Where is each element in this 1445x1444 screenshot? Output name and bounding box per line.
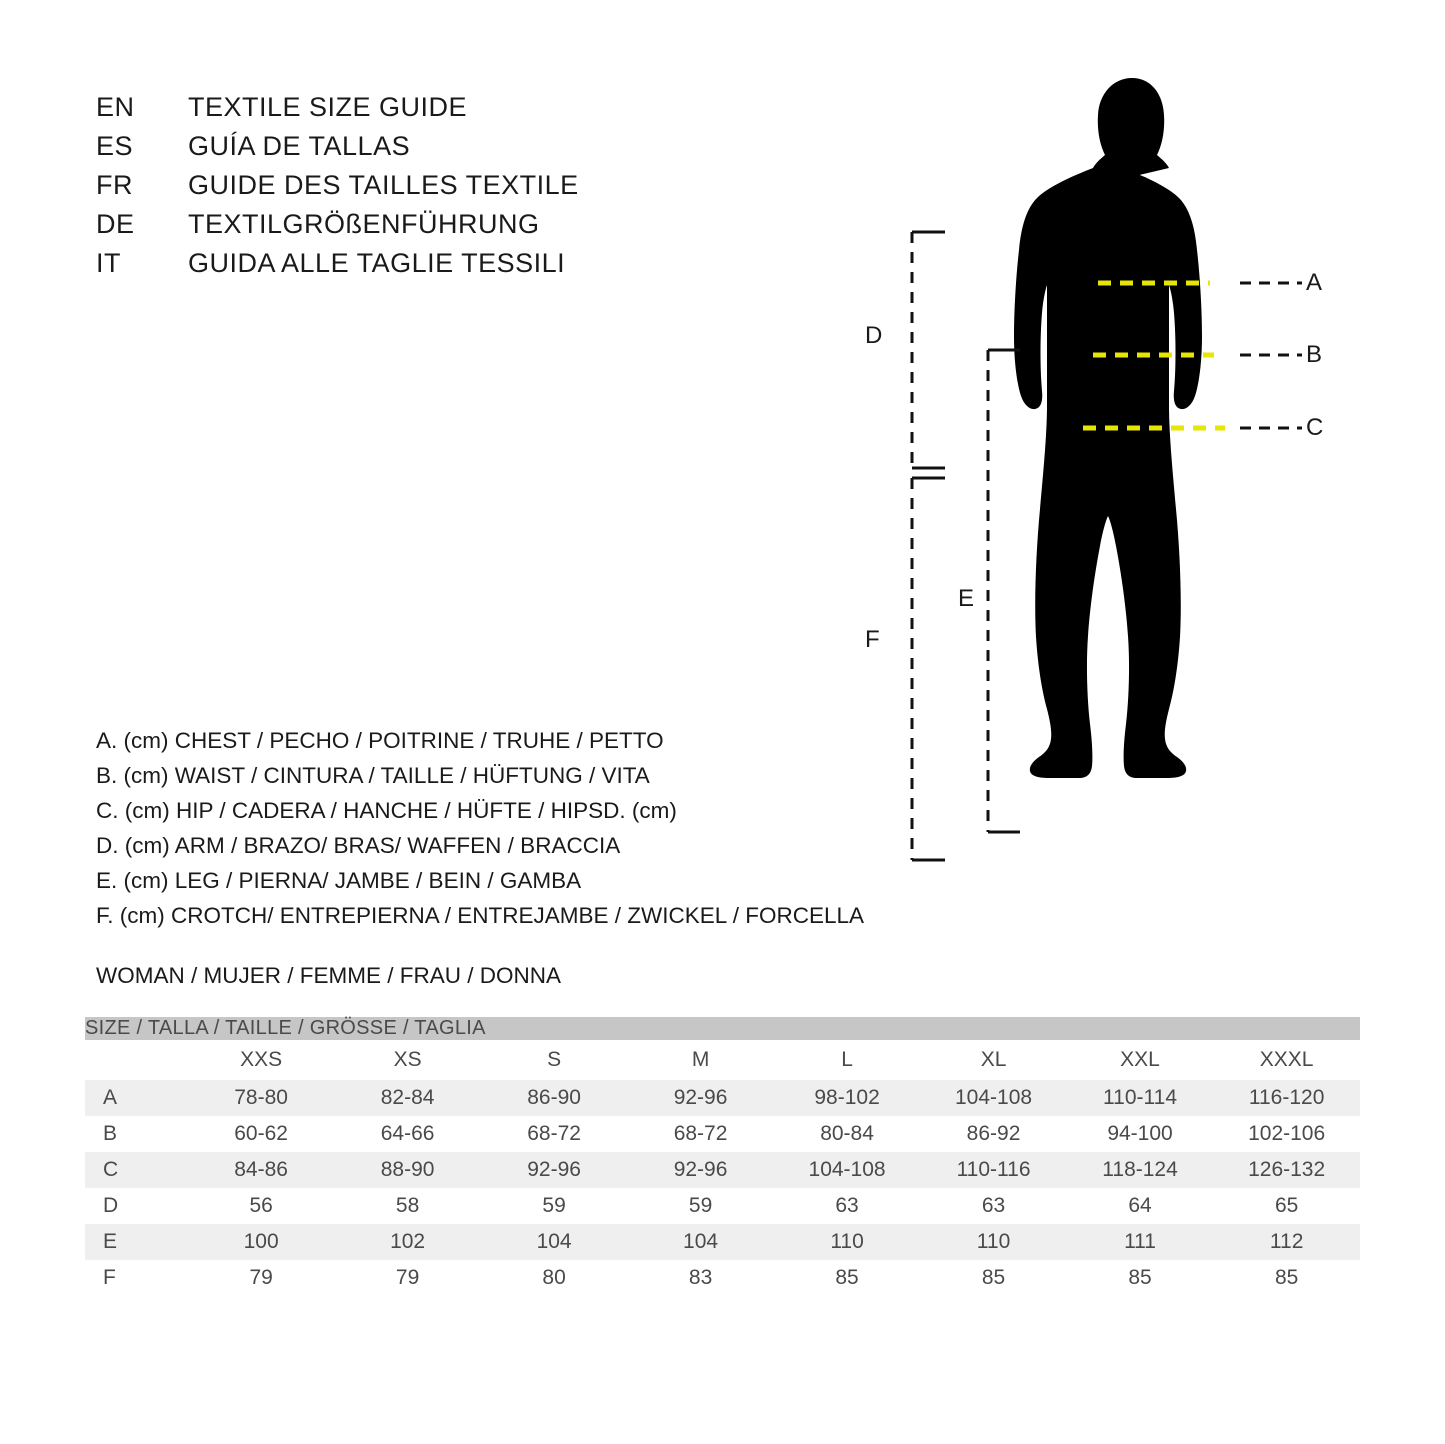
cell-f-xxxl: 85 bbox=[1213, 1260, 1360, 1296]
cell-e-xxs: 100 bbox=[188, 1224, 334, 1260]
label-leg-e: E bbox=[958, 585, 975, 612]
title-block bbox=[96, 92, 579, 287]
table-row bbox=[85, 1188, 1360, 1224]
cell-d-xxs: 56 bbox=[188, 1188, 334, 1224]
title-lang-it: IT bbox=[96, 248, 121, 278]
title-text-en: TEXTILE SIZE GUIDE bbox=[188, 92, 468, 122]
cell-f-xl: 85 bbox=[920, 1260, 1066, 1296]
cell-b-xxs: 60-62 bbox=[188, 1116, 334, 1152]
legend-item-e: E. (cm) LEG / PIERNA/ JAMBE / BEIN / GAMBA bbox=[96, 868, 582, 893]
title-lang-de: DE bbox=[96, 209, 135, 239]
cell-e-xs: 102 bbox=[334, 1224, 480, 1260]
cell-b-xs: 64-66 bbox=[334, 1116, 480, 1152]
cell-e-s: 104 bbox=[481, 1224, 627, 1260]
female-body-silhouette-icon bbox=[840, 50, 1400, 910]
row-label-e: E bbox=[85, 1224, 188, 1260]
cell-d-l: 63 bbox=[774, 1188, 920, 1224]
cell-e-xxxl: 112 bbox=[1213, 1224, 1360, 1260]
legend-item-b: B. (cm) WAIST / CINTURA / TAILLE / HÜFTUNG / VITA bbox=[96, 763, 650, 788]
cell-f-xxl: 85 bbox=[1067, 1260, 1213, 1296]
cell-a-xxxl: 116-120 bbox=[1213, 1080, 1360, 1116]
cell-a-xxs: 78-80 bbox=[188, 1080, 334, 1116]
table-caption-row bbox=[85, 1017, 1360, 1040]
cell-a-xxl: 110-114 bbox=[1067, 1080, 1213, 1116]
gender-label: WOMAN / MUJER / FEMME / FRAU / DONNA bbox=[96, 963, 561, 988]
title-row-en bbox=[96, 92, 579, 131]
cell-f-xs: 79 bbox=[334, 1260, 480, 1296]
legend-item-a: A. (cm) CHEST / PECHO / POITRINE / TRUHE / PETTO bbox=[96, 728, 664, 753]
cell-d-xxxl: 65 bbox=[1213, 1188, 1360, 1224]
cell-d-xl: 63 bbox=[920, 1188, 1066, 1224]
title-row-it bbox=[96, 248, 579, 287]
cell-c-xxl: 118-124 bbox=[1067, 1152, 1213, 1188]
size-table bbox=[85, 1017, 1360, 1296]
cell-a-s: 86-90 bbox=[481, 1080, 627, 1116]
cell-e-xxl: 111 bbox=[1067, 1224, 1213, 1260]
table-row bbox=[85, 1260, 1360, 1296]
table-caption: SIZE / TALLA / TAILLE / GRÖSSE / TAGLIA bbox=[85, 1017, 1360, 1040]
header-size-xxxl: XXXL bbox=[1213, 1040, 1360, 1080]
cell-c-xl: 110-116 bbox=[920, 1152, 1066, 1188]
label-chest-a: A bbox=[1306, 269, 1323, 296]
cell-a-l: 98-102 bbox=[774, 1080, 920, 1116]
row-label-f: F bbox=[85, 1260, 188, 1296]
cell-c-xxs: 84-86 bbox=[188, 1152, 334, 1188]
cell-e-l: 110 bbox=[774, 1224, 920, 1260]
cell-e-m: 104 bbox=[627, 1224, 773, 1260]
cell-c-xxxl: 126-132 bbox=[1213, 1152, 1360, 1188]
table-row bbox=[85, 1116, 1360, 1152]
measurement-diagram bbox=[840, 50, 1400, 910]
cell-a-xl: 104-108 bbox=[920, 1080, 1066, 1116]
cell-d-xxl: 64 bbox=[1067, 1188, 1213, 1224]
cell-b-xl: 86-92 bbox=[920, 1116, 1066, 1152]
table-row bbox=[85, 1224, 1360, 1260]
title-text-fr: GUIDE DES TAILLES TEXTILE bbox=[188, 170, 579, 200]
title-lang-fr: FR bbox=[96, 170, 133, 200]
cell-c-xs: 88-90 bbox=[334, 1152, 480, 1188]
cell-b-xxl: 94-100 bbox=[1067, 1116, 1213, 1152]
title-lang-es: ES bbox=[96, 131, 134, 161]
header-corner bbox=[85, 1040, 188, 1080]
header-size-xl: XL bbox=[920, 1040, 1066, 1080]
header-size-s: S bbox=[481, 1040, 627, 1080]
label-waist-b: B bbox=[1306, 341, 1323, 368]
row-label-d: D bbox=[85, 1188, 188, 1224]
label-arm-d: D bbox=[865, 322, 883, 349]
cell-c-m: 92-96 bbox=[627, 1152, 773, 1188]
cell-c-l: 104-108 bbox=[774, 1152, 920, 1188]
cell-d-xs: 58 bbox=[334, 1188, 480, 1224]
label-crotch-f: F bbox=[865, 626, 880, 653]
legend-item-f: F. (cm) CROTCH/ ENTREPIERNA / ENTREJAMBE / ZWICKEL / FORCELLA bbox=[96, 903, 864, 928]
cell-d-m: 59 bbox=[627, 1188, 773, 1224]
table-header-row bbox=[85, 1040, 1360, 1080]
table-row bbox=[85, 1080, 1360, 1116]
row-label-b: B bbox=[85, 1116, 188, 1152]
title-text-it: GUIDA ALLE TAGLIE TESSILI bbox=[188, 248, 566, 278]
cell-d-s: 59 bbox=[481, 1188, 627, 1224]
title-text-es: GUÍA DE TALLAS bbox=[188, 131, 411, 161]
cell-a-m: 92-96 bbox=[627, 1080, 773, 1116]
title-row-de bbox=[96, 209, 579, 248]
measurement-legend bbox=[96, 723, 864, 933]
cell-b-xxxl: 102-106 bbox=[1213, 1116, 1360, 1152]
label-hip-c: C bbox=[1306, 414, 1324, 441]
header-size-m: M bbox=[627, 1040, 773, 1080]
cell-b-s: 68-72 bbox=[481, 1116, 627, 1152]
cell-e-xl: 110 bbox=[920, 1224, 1066, 1260]
title-lang-en: EN bbox=[96, 92, 135, 122]
title-row-fr bbox=[96, 170, 579, 209]
cell-f-l: 85 bbox=[774, 1260, 920, 1296]
header-size-l: L bbox=[774, 1040, 920, 1080]
title-text-de: TEXTILGRÖßENFÜHRUNG bbox=[188, 209, 540, 239]
cell-a-xs: 82-84 bbox=[334, 1080, 480, 1116]
cell-f-m: 83 bbox=[627, 1260, 773, 1296]
header-size-xxs: XXS bbox=[188, 1040, 334, 1080]
cell-b-m: 68-72 bbox=[627, 1116, 773, 1152]
cell-b-l: 80-84 bbox=[774, 1116, 920, 1152]
header-size-xxl: XXL bbox=[1067, 1040, 1213, 1080]
cell-c-s: 92-96 bbox=[481, 1152, 627, 1188]
row-label-c: C bbox=[85, 1152, 188, 1188]
legend-item-d: D. (cm) ARM / BRAZO/ BRAS/ WAFFEN / BRACCIA bbox=[96, 833, 621, 858]
header-size-xs: XS bbox=[334, 1040, 480, 1080]
title-row-es bbox=[96, 131, 579, 170]
row-label-a: A bbox=[85, 1080, 188, 1116]
legend-item-c: C. (cm) HIP / CADERA / HANCHE / HÜFTE / HIPSD. (cm) bbox=[96, 798, 677, 823]
table-row bbox=[85, 1152, 1360, 1188]
cell-f-xxs: 79 bbox=[188, 1260, 334, 1296]
cell-f-s: 80 bbox=[481, 1260, 627, 1296]
